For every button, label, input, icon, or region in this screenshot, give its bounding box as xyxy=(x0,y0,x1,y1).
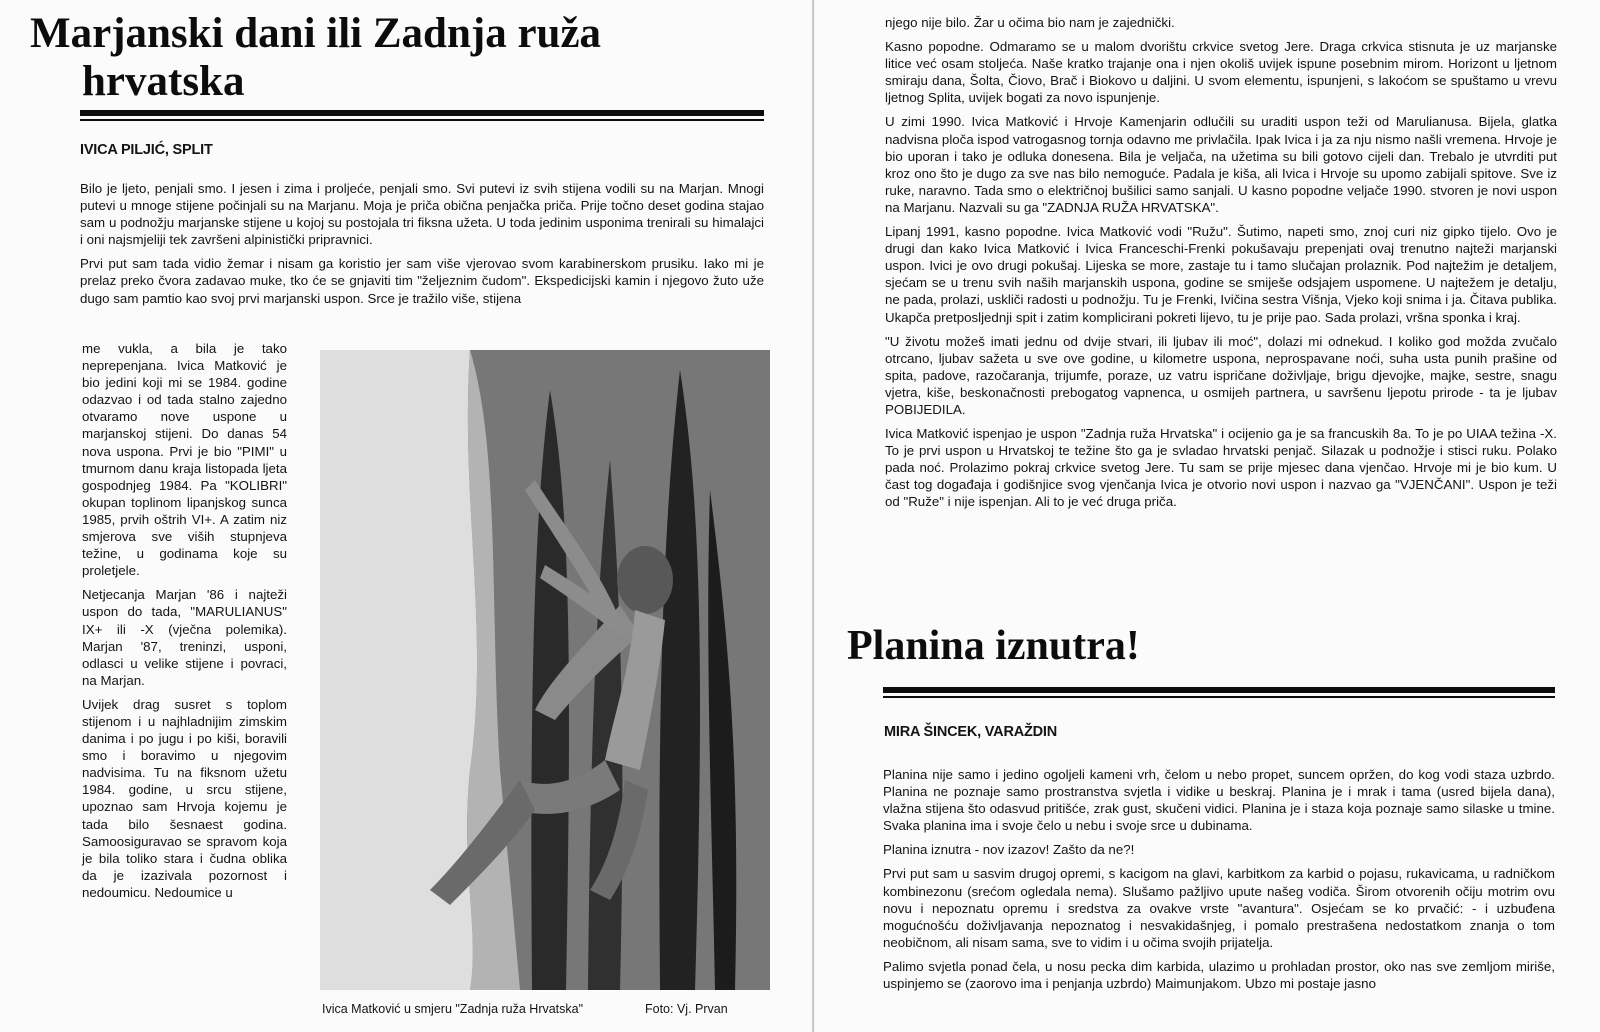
paragraph: Planina iznutra - nov izazov! Zašto da ne?! xyxy=(883,842,1135,858)
article-narrow-column xyxy=(82,340,287,908)
title-rule xyxy=(80,110,764,116)
second-article-column xyxy=(883,766,1555,999)
article-title xyxy=(30,10,790,106)
paragraph: U zimi 1990. Ivica Matković i Hrvoje Kamenjarin odlučili su uraditi uspon teži od Marulianusa. Bijela, glatka nadvisna ploča ispod vatrogasnog tornja odavno me privlačila. Ipak Ivica i ja za nju nismo našli vremena. Hrvoje je bio uporan i tako je odluka donesena. Bila je veljača, na užetima su bili gotovo cijeli dan. Trebalo je utvrditi put kroz ono što je dugo za sve nas bilo nemoguće. Padala je kiša, ali Ivica i Hrvoje su upomo zabijali spitove. Sve iz ruke, naravno. Tada smo o električnoj bušilici samo sanjali. U kasno popodne veljače 1990. stvoren je novi uspon na Marjanu. Nazvali su ga "ZADNJA RUŽA HRVATSKA". xyxy=(885,114,1557,215)
paragraph: Prvi put sam tada vidio žemar i nisam ga koristio jer sam više vjerovao svom karabinerskom prusiku. Iako mi je prelaz preko čvora zadavao muke, tko će se gnjaviti tim "željeznim čudom". Ekspedicijski kamin i njegovo žuto uže dugo sam pamtio kao svoj prvi marjanski uspon. Srce je tražilo više, stijena xyxy=(80,256,764,306)
second-article-byline: MIRA ŠINCEK, VARAŽDIN xyxy=(884,724,1058,740)
paragraph: Netjecanja Marjan '86 i najteži uspon do tada, "MARULIANUS" IX+ ili -X (vječna polemika). Marjan '87, treninzi, usponi, odlasci u velike stijene i povraci, na Marjan. xyxy=(82,587,287,688)
climber-photo xyxy=(320,350,770,990)
photo-credit: Foto: Vj. Prvan xyxy=(645,1002,728,1016)
article-continued-column xyxy=(885,14,1557,518)
climber-illustration xyxy=(320,350,770,990)
article-byline: IVICA PILJIĆ, SPLIT xyxy=(80,142,213,158)
paragraph: Bilo je ljeto, penjali smo. I jesen i zima i proljeće, penjali smo. Svi putevi iz svih stijena vodili su na Marjan. Mnogi putevi u mnoge stijene počinjali su na Marjanu. Moja je priča obična penjačka priča. Prije točno deset godina stajao sam u podnožju marjanske stijene u kojoj su postojala tri fiksna užeta. U toda jedinim usponima trenirali su himalajci i oni najsmjeliji tek završeni alpinistički pripravnici. xyxy=(80,181,764,248)
article-intro-column xyxy=(80,180,764,314)
article-title-line-1: Marjanski dani ili Zadnja ruža xyxy=(30,10,602,57)
paragraph: njego nije bilo. Žar u očima bio nam je zajednički. xyxy=(885,15,1175,30)
paragraph: Prvi put sam u sasvim drugoj opremi, s kacigom na glavi, karbitkom za karbid o pojasu, rukavicama, u radničkom kombinezonu (srećom ogledala nema). Slušamo pažljivo upute našeg vodiča. Širom otvorenih očiju motrim ovu novu i nepoznatu opremu i sredstva za ovakve vrste "avantura". Osjećam se ko prvačić: - i uzbuđena mogućnošću doživljavanja nepoznatog i nesvakidašnjeg, i pomalo prestrašena nedostatkom znanja o tom neobičnom, ali nisam sama, sve to vidim i u očima svojih prijatelja. xyxy=(883,866,1555,950)
second-article-title: Planina iznutra! xyxy=(847,623,1140,669)
right-page xyxy=(815,0,1600,1032)
paragraph: Ivica Matković ispenjao je uspon "Zadnja ruža Hrvatska" i ocijenio ga je sa francuskih 8a. To je po UIAA težina -X. To je prvi uspon u Hrvatskoj te težine što ga je svladao hrvatski penjač. Silazak u podnožje i stisci ruku. Polako pada noć. Prolazimo pokraj crkvice svetog Jere. Tu sam se prije mjesec dana vjenčao. Hrvoje mi je bio kum. U čast tog događaja i godišnjice svog vjenčanja Ivica je otvorio novi uspon i nazvao ga "VJENČANI". Uspon je teži od "Ruže" i nije ispenjan. Ali to je već druga priča. xyxy=(885,426,1557,510)
paragraph: Lipanj 1991, kasno popodne. Ivica Matković vodi "Ružu". Šutimo, napeti smo, znoj curi niz gipko tijelo. Ovo je drugi dan kako Ivica Matković i Ivica Franceschi-Frenki pokušavaju prepenjati ovaj trenutno najteži marjanski uspon. Ivici je ovo drugi pokušaj. Lijeska se more, zastaje tu i tamo slučajan prolaznik. Pod najtežim je detaljem, sjećam se u trenu svih naših marjanskih uspona, godine se smiješe odsjajem uspomene. U najtežem je detalju, ne pada, prolazi, uskliči radosti u podnožju. Tu je Frenki, Ivičina sestra Višnja, Vjeko koji snima i ja. Čitava publika. Ukapča pretposljednji spit i zatim komplicirani pokreti lijevo, tu je prije pao. Sada prolazi, vršna sponka i kraj. xyxy=(885,224,1557,325)
article-title-line-2: hrvatska xyxy=(82,58,245,105)
paragraph: Kasno popodne. Odmaramo se u malom dvorištu crkvice svetog Jere. Draga crkvica stisnuta je uz marjanske litice već osam stoljeća. Naše kratko trajanje ona i njen okoliš uvijek ispune posebnim mirom. Horizont u ljetnom smiraju dana, Šolta, Čiovo, Brač i Biokovo u daljini. U svom elementu, ispunjeni, s lakoćom se spuštamo u vrevu ljetnog Splita, uvijek bogati za novo ispunjenje. xyxy=(885,39,1557,106)
paragraph: Uvijek drag susret s toplom stijenom i u najhladnijim zimskim danima i po jugu i po kiši, boravili smo i boravimo u njegovim nadvisima. Tu na fiksnom užetu 1984. godine, u srcu stijene, upoznao sam Hrvoja kojemu je tada bilo šesnaest godina. Samoosiguravao se spravom koja je bila toliko stara i čudna oblika da je izazivala pozornost i nedoumicu. Nedoumice u xyxy=(82,696,287,900)
photo-caption: Ivica Matković u smjeru "Zadnja ruža Hrvatska" xyxy=(322,1002,584,1016)
paragraph: Planina nije samo i jedino ogoljeli kameni vrh, čelom u nebo propet, suncem opržen, do kog vodi staza uzbrdo. Planina ne poznaje samo prostranstva svjetla i vidike u beskraj. Planina je i mrak i tama (usred bijela dana), vlažna stijena što odasvud pritišće, zrak gust, skučeni vidici. Planina je i staza koja poznaje samo silaske u tmine. Svaka planina ima i svoje čelo u nebu i svoje srce u dubinama. xyxy=(883,767,1555,834)
paragraph: me vukla, a bila je tako neprepenjana. Ivica Matković je bio jedini koji mi se 1984. godine odazvao i od tada stalno zajedno otvaramo nove uspone u marjanskoj stijeni. Do danas 54 nova uspona. Prvi je bio "PIMI" u tmurnom danu kraja listopada ljeta gospodnjeg 1984. Pa "KOLIBRI" okupan toplinom lipanjskog sunca 1985, prvih oštrih VI+. A zatim niz smjerova sve viših stupnjeva težine, u godinama koje su proletjele. xyxy=(82,341,287,579)
paragraph: "U životu možeš imati jednu od dvije stvari, ili ljubav ili moć", dolazi mi odnekud. I koliko god možda zvučalo otrcano, ljubav sažeta u sve ove godine, u kilometre uspona, neprospavane noći, suha usta punih prašine od spita, padove, razočaranja, trijumfe, poraze, uz vatru ispričane doživljaje, brigu djevojke, majke, sestre, snagu vjetra, kiše, beskonačnosti prebogatog vapnenca, u osmijeh partnera, u savršenu ljepotu prirode - ta je ljubav POBIJEDILA. xyxy=(885,333,1557,417)
second-title-rule xyxy=(883,687,1555,693)
paragraph: Palimo svjetla ponad čela, u nosu pecka dim karbida, ulazimo u prohladan prostor, oko nas sve zemljom miriše, uspinjemo se (zaorovo ima i penjanja uzbrdo) Maimunjakom. Ubzo mi postaje jasno xyxy=(883,958,1555,992)
